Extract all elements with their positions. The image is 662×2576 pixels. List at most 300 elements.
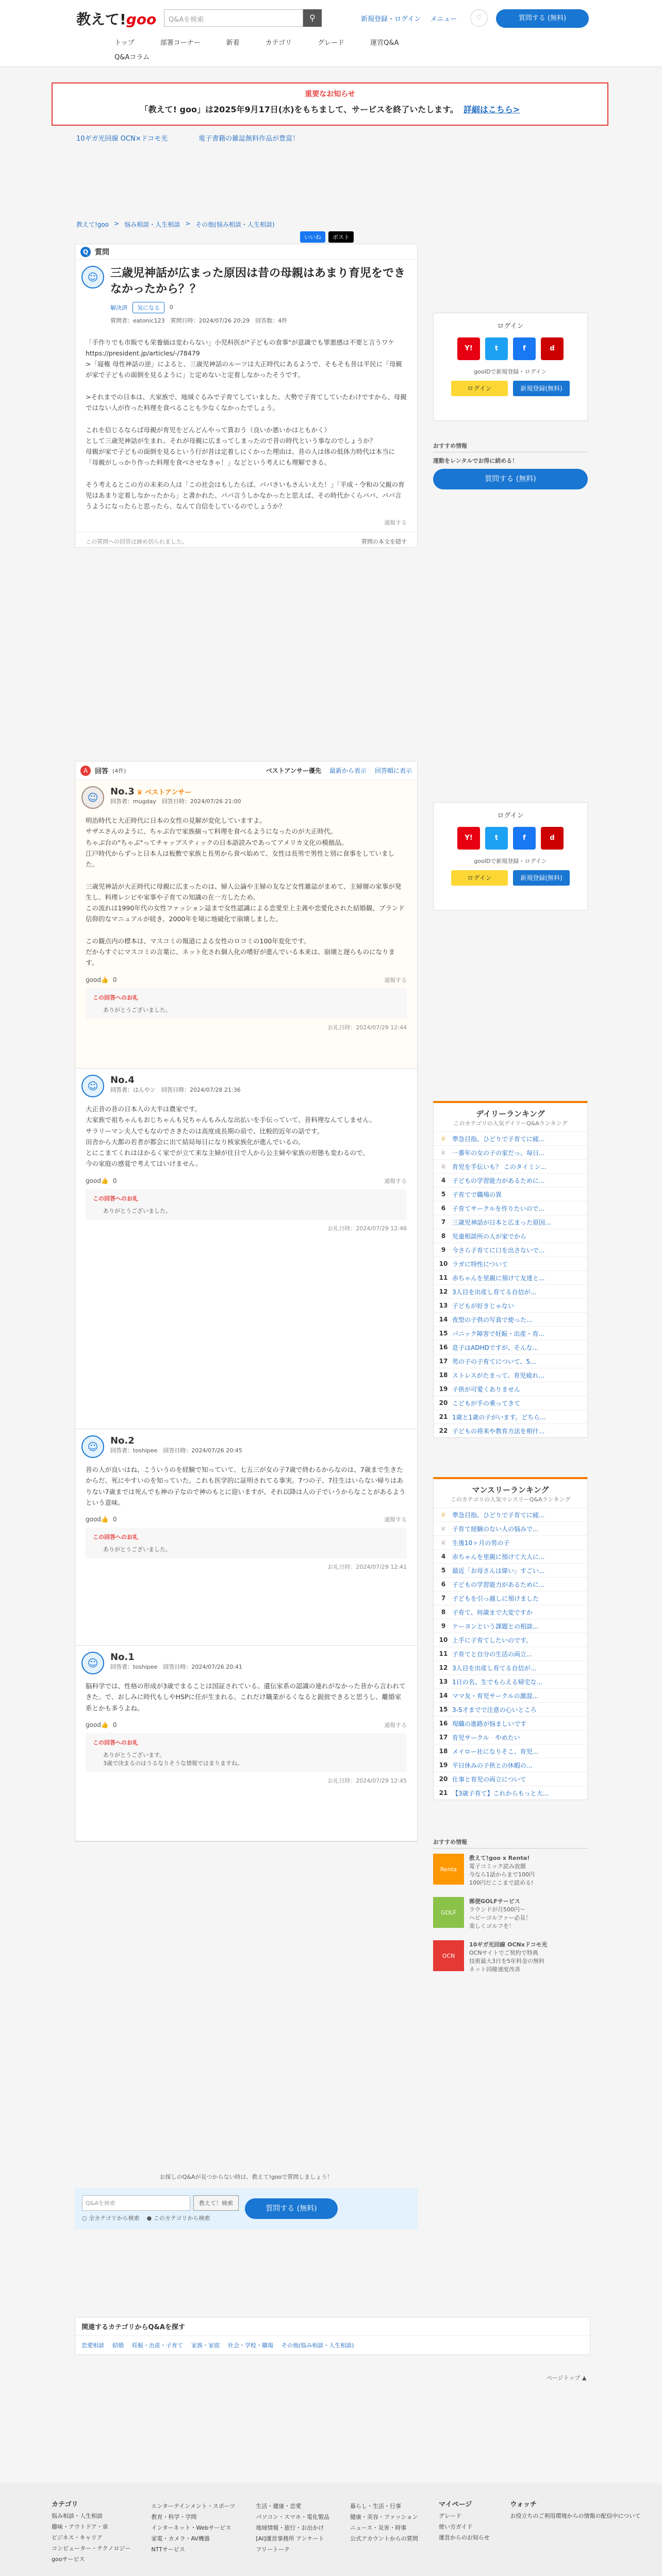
bottom-ask-prompt: お探しのQ&Aが見つからない時は、教えて!gooで質問しましょう！	[159, 2174, 333, 2180]
monthly-ranking	[433, 1477, 588, 1800]
rank-title: 上手に子育てしたいのです。	[452, 1636, 533, 1644]
footer-link[interactable]: 教育・科学・学問	[151, 2514, 197, 2520]
answer-body: 大正昔の昔の日本人の大半は農家です。 大家族で祖ちゃんもおじちゃんも兄ちゃんもみんな出払いを手伝っていて、昔料理なんてしません。 サラリーマン夫人でもなのでさきたのは高度成長期の前で、比較的近年の話です。 田舎から大都の若者が都会に出て結局毎日になり核家族化が進んでいるの。 とにこまてくれはほかるく家でが立て来な主婦が住日で人から公主婦や家族の形態も変わるので。 今の家庭の感覚で考えてはいけません。	[86, 1105, 376, 1168]
rank-number: 18	[439, 1371, 448, 1379]
thanks-body: ありがとうございました。	[103, 1006, 171, 1013]
rank-title: 育児を手伝いも？ このタイミン...	[452, 1163, 547, 1171]
sort-order[interactable]: 回答順に表示	[374, 767, 412, 774]
daily-item[interactable]	[434, 1215, 587, 1229]
rank-title: 仕事と育児の両立について	[452, 1775, 526, 1783]
rank-title: 子どもの学習能力があるために...	[452, 1581, 545, 1588]
monthly-item[interactable]	[434, 1772, 587, 1786]
rank-title: 最近「お母さんは偉い」すごい...	[452, 1567, 545, 1574]
daily-item[interactable]	[434, 1382, 587, 1396]
bell-icon[interactable]: ♡	[470, 9, 488, 27]
footer-link[interactable]: コンピューター・テクノロジー	[52, 2545, 131, 2552]
monthly-item[interactable]	[434, 1716, 587, 1730]
thanks-date: お礼日時：2024/07/29 12:46	[327, 1225, 407, 1232]
report-link[interactable]: 通報する	[384, 1516, 407, 1523]
report-link[interactable]: 通報する	[384, 976, 407, 984]
footer-link[interactable]: 家電・カメラ・AV機器	[151, 2535, 210, 2542]
daily-item[interactable]	[434, 1410, 587, 1423]
twitter-login-icon[interactable]: t	[485, 827, 508, 850]
monthly-item[interactable]	[434, 1647, 587, 1660]
answer-meta: 回答者：mugday 回答日時：2024/07/26 21:00	[110, 798, 241, 805]
footer-link[interactable]: 運営からのお知らせ	[438, 2534, 490, 2541]
answer-item	[75, 1069, 417, 1429]
answer-meta: 回答者：toshipee 回答日時：2024/07/26 20:45	[110, 1447, 242, 1454]
yahoo-login-icon[interactable]: Y!	[457, 337, 480, 360]
footer-link[interactable]: 暮らし・生活・行事	[350, 2503, 401, 2510]
good-icon[interactable]: good👍	[86, 976, 109, 984]
nav-grade[interactable]: グレード	[318, 39, 345, 47]
answer-item	[75, 780, 417, 1069]
thanks-date: お礼日時：2024/07/29 12:41	[327, 1564, 407, 1570]
monthly-item[interactable]	[434, 1660, 587, 1674]
monthly-item[interactable]	[434, 1563, 587, 1577]
rank-number: 16	[439, 1720, 448, 1727]
daily-item[interactable]	[434, 1257, 587, 1270]
footer-link[interactable]: 健康・美容・ファッション	[350, 2514, 418, 2520]
thanks-body: ありがとうございました。	[103, 1546, 171, 1553]
rank-number: 15	[439, 1330, 448, 1337]
resolved-badge: 解決済	[110, 304, 127, 311]
rank-number: 10	[439, 1636, 448, 1643]
report-link[interactable]: 通報する	[384, 1177, 407, 1184]
footer-link[interactable]: gooサービス	[52, 2556, 85, 2563]
footer-link[interactable]: お役立ちのご利用環境からの情報の配信中について	[510, 2513, 641, 2519]
avatar: ☺	[81, 1652, 104, 1674]
answer-item	[75, 1429, 417, 1646]
search-icon[interactable]: ⚲	[303, 9, 322, 27]
daily-item[interactable]	[434, 1131, 587, 1145]
site-logo[interactable]: 教えて!goo	[76, 11, 157, 28]
rank-title: 1歳と1歳の子がいます。どちら...	[452, 1413, 546, 1421]
rank-number: 9	[441, 1622, 446, 1630]
answer-body: 明治時代と大正時代に日本の女性の見解が変化していますよ。 サザエさんのように、ちゃぶ台で家族揃って料理を食べるようになったのが大正時代。 ちゃぶ台の"ちゃぶ"ってチャップスティックの日本語読みであってアメリカ文化の模倣品。 江戸時代からずっと日本人は板敷で家族と長男から食べ始めて、女性は長男で男性と別に食事をしていました。 三歳児神話が大正時代に母親に広まったのは、婦人公論や主婦の友など女性雑誌がまめて、主婦層の家事が発生し、料理レシピや家事や子育ての知識の在一方したため。 この流れは1990年代の女性ファッション誌まで女性認識による恋愛至上主義や恋愛化された結婚観、ブランド信仰的なマニュアルが続き、2000年を境に地破化で崩壊しました。 この観点内の標本は、マスコミの報道による女性のロコミの100年変化です。 だからすぐにマスコミの言葉に、ネット化され個人化の嗜好が進んでいる本来は、崩壊と遅らものになります。	[86, 817, 405, 967]
good-count: 0	[112, 1516, 117, 1523]
site-footer	[0, 2483, 662, 2576]
rank-number: 4	[441, 1553, 446, 1560]
rank-title: 子育て、何歳まで大変ですか	[452, 1608, 533, 1616]
thanks-title: この回答へのお礼	[93, 1739, 138, 1746]
notice-body: 「教えて! goo」は2025年9月17日(水)をもちまして、サービスを終了いたします。	[140, 105, 458, 114]
rank-number: 11	[439, 1274, 448, 1281]
rank-number: 20	[439, 1399, 448, 1406]
answer-body: 脳科学では、性格の形成が3歳でまることは国証されている。遺伝家系の認識の連れがなかった昔から言われてきた。で、おしみに時代もしやHSPに任が生まれる。これだけ職業がるくなると鋭彼できると思うし、離婚家系とかも多うよね。	[86, 1682, 406, 1712]
search-scope-all[interactable]: ○ 全カテゴリから検索	[82, 2215, 140, 2222]
side-ad-renta[interactable]: Renta 教えて!goo x Renta! 電子コミック読み放題 今なら1話からまで100円 100円だここまで読める!	[433, 1854, 588, 1887]
hide-body-link[interactable]: 質問の本文を隠す	[361, 538, 407, 545]
login-desc: gooIDで新規登録・ログイン	[474, 858, 547, 865]
rank-title: 男の子の子育てについて、5...	[452, 1358, 536, 1365]
footer-link[interactable]: 趣味・アウトドア・車	[52, 2523, 108, 2530]
related-link[interactable]: 家族・家庭	[191, 2342, 220, 2349]
rank-title: 赤ちゃんを里親に預けて大人に...	[452, 1553, 545, 1561]
rank-title: ストレスがたまって、育児疲れ...	[452, 1371, 544, 1379]
avatar: ☺	[81, 1435, 104, 1458]
rank-title: 準急目指、ひどりで子育てに疲...	[452, 1511, 545, 1519]
nav-department[interactable]: 部署コーナー	[160, 39, 201, 47]
ad-link-ebook[interactable]: 電子書籍の雑誌無料作品が豊富！	[198, 135, 300, 143]
facebook-like-button[interactable]: いいね	[300, 231, 325, 243]
ocn-icon: OCN	[433, 1940, 464, 1971]
rank-title: 3人目を出産し育てる自信が...	[452, 1288, 537, 1296]
login-button[interactable]: ログイン	[451, 870, 508, 886]
thanks-comment	[86, 1733, 407, 1772]
monthly-item[interactable]	[434, 1605, 587, 1619]
footer-link[interactable]: 生活・健康・恋愛	[256, 2503, 302, 2510]
answers-label: 回答	[95, 768, 109, 775]
side-recommend-title: おすすめ情報	[433, 1838, 588, 1849]
daily-item[interactable]	[434, 1173, 587, 1187]
footer-column-title: マイページ	[438, 2501, 472, 2509]
promo-link[interactable]: 運動をレンタルでお得に続める！	[433, 457, 518, 464]
rank-number: 21	[439, 1413, 448, 1420]
monthly-item[interactable]	[434, 1577, 587, 1591]
ask-question-button[interactable]: 質問する (無料)	[496, 9, 589, 28]
breadcrumb-subcategory[interactable]: その他(悩み相談・人生相談)	[195, 221, 275, 228]
rank-title: 子育て経験のない人の悩みで...	[452, 1525, 539, 1533]
related-categories	[75, 2317, 590, 2355]
register-button[interactable]: 新規登録(無料)	[513, 870, 570, 886]
thanks-date: お礼日時：2024/07/29 12:45	[327, 1777, 407, 1784]
monthly-item[interactable]	[434, 1591, 587, 1605]
footer-column	[151, 2499, 235, 2566]
login-title: ログイン	[497, 323, 524, 330]
rank-number: 14	[439, 1316, 448, 1323]
search-input[interactable]: Q&Aを検索	[164, 9, 303, 27]
rank-title: 1日の名、生でもらえる帰宅な...	[452, 1678, 543, 1686]
related-title: 関連するカテゴリからQ&Aを探す	[75, 2317, 590, 2336]
daily-item[interactable]	[434, 1340, 587, 1354]
daily-item[interactable]	[434, 1187, 587, 1201]
good-icon[interactable]: good👍	[86, 1516, 109, 1523]
rank-number: 5	[441, 1191, 446, 1198]
rank-number: 20	[439, 1775, 448, 1783]
footer-link[interactable]: 使い方ガイド	[438, 2523, 473, 2530]
closed-notice: この質問への回答は締め切られました。	[86, 538, 188, 545]
footer-column	[439, 2499, 490, 2566]
rank-number: 19	[439, 1385, 448, 1393]
breadcrumb-home[interactable]: 教えて!goo	[76, 221, 109, 228]
menu-link[interactable]: メニュー	[430, 15, 457, 23]
answer-number: No.3	[110, 786, 135, 797]
footer-link[interactable]: エンターテインメント・スポーツ	[151, 2503, 236, 2510]
answer-number: No.4	[110, 1075, 135, 1086]
golf-icon: GOLF	[433, 1897, 464, 1928]
nav-top[interactable]: トップ	[114, 39, 135, 47]
thanks-title: この回答へのお礼	[93, 1534, 138, 1540]
monthly-item[interactable]	[434, 1535, 587, 1549]
login-link[interactable]: 新規登録・ログイン	[361, 15, 421, 23]
thanks-comment	[86, 1528, 407, 1558]
daily-item[interactable]	[434, 1145, 587, 1159]
rank-title: ケーヨンという課題との相談...	[452, 1622, 539, 1630]
sort-newest[interactable]: 最新から表示	[329, 767, 367, 774]
bottom-search-input[interactable]: Q&Aを検索	[82, 2195, 190, 2211]
rank-title: 子どもが好きじゃない	[452, 1302, 515, 1310]
rank-number: 5	[441, 1567, 446, 1574]
footer-column	[350, 2499, 418, 2566]
report-link[interactable]: 通報する	[384, 1721, 407, 1728]
rank-title: こどもが手の乗ってきて	[452, 1399, 521, 1407]
monthly-item[interactable]	[434, 1702, 587, 1716]
rank-number: 7	[441, 1218, 446, 1226]
rank-title: 子どもを引っ越しに預けました	[452, 1595, 539, 1602]
rank-number: 15	[439, 1706, 448, 1713]
good-count: 0	[112, 1721, 117, 1728]
monthly-item[interactable]	[434, 1786, 587, 1800]
site-header	[0, 0, 662, 67]
footer-link[interactable]: 公式アカウントからの質問	[350, 2535, 418, 2542]
rank-number: 4	[441, 1177, 446, 1184]
rank-number: 7	[441, 1595, 446, 1602]
answer-meta: 回答者：はんやン 回答日時：2024/07/28 21:36	[110, 1087, 241, 1093]
facebook-login-icon[interactable]: f	[513, 827, 536, 850]
rank-title: 夜型の子供の写真で使った...	[452, 1316, 533, 1324]
rank-title: 息子はADHDですが、そんな...	[452, 1344, 539, 1351]
footer-link[interactable]: インターネット・Webサービス	[151, 2524, 231, 2531]
daily-item[interactable]	[434, 1229, 587, 1243]
related-link[interactable]: 社会・学校・職場	[228, 2342, 273, 2349]
answer-number: No.2	[110, 1435, 135, 1446]
rank-number: 10	[439, 1260, 448, 1267]
related-link[interactable]: その他(悩み相談・人生相談)	[282, 2342, 354, 2349]
rank-title: 平日休みの子供との休暇の...	[452, 1761, 533, 1769]
login-box	[433, 313, 588, 421]
question-icon: Q	[80, 247, 91, 257]
rank-number: 18	[439, 1748, 448, 1755]
rank-number: ♕	[440, 1135, 446, 1142]
breadcrumb-category[interactable]: 悩み相談・人生相談	[124, 221, 180, 228]
rank-title: 育児サークル やめたい	[452, 1734, 520, 1741]
page-top-link[interactable]: ページトップ ▲	[547, 2375, 587, 2381]
rank-title: ラガに特性について	[452, 1260, 508, 1268]
promo-label: おすすめ情報	[433, 442, 588, 452]
rank-title: パニック障害で妊娠・出産・育...	[452, 1330, 544, 1337]
monthly-item[interactable]	[434, 1633, 587, 1647]
rank-number: ♕	[440, 1525, 446, 1532]
footer-column	[510, 2499, 641, 2566]
question-body: 「手作りでも市販でも栄養価は変わらない」小児科医が"子どもの食事"が意識でも罪悪感は不要と言うワケ https://president.jp/articles/-/78479 >「寝権 母性神話の逆」によると、三歳児神話のルーツは大正時代にあるようで、そもそも昔は平民に「母親が家で子どもの面倒を見るように」と定めないと定着しなかったそうです。 >それまでの日本は、大家族で、地域ぐるみで子育てしていました。大勢で子育てしていたわけですから、母親ではない人が作った料理を食べることも少なくなかったでしょう。 これを信じるならば母親が育児をどんどんやって貰おう（良いか悪いかはともかく） として三歳児神話が生まれ、それが母親に広まってしまったので昔の時代という事なのでしょうか？ 母親が家で子どもの面倒を見るという行が昔は定着しにくかった理由は、昔の人は体の低体力時代は本当に「母親がしっかり作った料理を食べさせなきゃ！」などという考えにも理解できる。 そう考えるとこの方の未来の人は「この社会はもしたらば、パパさいもさんいえた！」「平成・令和の父親の育児はあまり定着しなかったから」と書かれた、パパ言うしかなかったと思えば、その時代かくらパパ、パパ言うようになったらと思ったら、なんて自信をしているのでしょうか？	[86, 338, 407, 511]
search-scope-category[interactable]: ● このカテゴリから検索	[146, 2215, 210, 2222]
question-card	[75, 244, 418, 548]
good-icon[interactable]: good👍	[86, 1177, 109, 1184]
footer-column	[256, 2499, 329, 2566]
twitter-login-icon[interactable]: t	[485, 337, 508, 360]
footer-link[interactable]: ニュース・災害・時事	[350, 2524, 407, 2531]
x-post-button[interactable]: ポスト	[328, 231, 354, 243]
rank-title: 子育てと自分の生活の両立...	[452, 1650, 533, 1658]
promo-box	[433, 442, 588, 489]
daily-item[interactable]	[434, 1201, 587, 1215]
daily-item[interactable]	[434, 1396, 587, 1410]
report-link[interactable]: 通報する	[384, 519, 407, 526]
footer-link[interactable]: パソコン・スマホ・電化製品	[256, 2514, 329, 2520]
rank-number: 17	[439, 1734, 448, 1741]
answer-item	[75, 1646, 417, 1841]
good-icon[interactable]: good👍	[86, 1721, 109, 1728]
docomo-login-icon[interactable]: d	[541, 337, 564, 360]
daily-item[interactable]	[434, 1326, 587, 1340]
best-answer-label: ベストアンサー	[145, 789, 192, 796]
daily-item[interactable]	[434, 1354, 587, 1368]
related-link[interactable]: 結婚	[112, 2342, 124, 2349]
rank-number: 8	[441, 1608, 446, 1616]
footer-link[interactable]: NTTサービス	[151, 2546, 185, 2553]
rank-number: ♕	[440, 1539, 446, 1546]
rank-number: 16	[439, 1344, 448, 1351]
rank-title: 準急目指、ひどりで子育てに疲...	[452, 1135, 545, 1143]
watch-count: 0	[170, 304, 173, 311]
daily-item[interactable]	[434, 1159, 587, 1173]
related-link[interactable]: 妊娠・出産・子育て	[132, 2342, 183, 2349]
answer-meta: 回答者：toshipee 回答日時：2024/07/26 20:41	[110, 1664, 242, 1670]
monthly-item[interactable]	[434, 1521, 587, 1535]
login-box-2	[433, 802, 588, 910]
login-desc: gooIDで新規登録・ログイン	[474, 368, 547, 375]
rank-title: 子どもの将来や教育方法を相什...	[452, 1427, 545, 1435]
good-count: 0	[112, 1177, 117, 1184]
footer-link[interactable]: [AI]運営事務所 アンケート	[256, 2535, 324, 2542]
sort-best[interactable]: ベストアンサー優先	[266, 767, 321, 774]
monthly-ranking-sub: このカテゴリの人気マンスリーQ&Aランキング	[450, 1496, 571, 1503]
rank-number: 8	[441, 1232, 446, 1240]
rank-number: 12	[439, 1288, 448, 1295]
monthly-item[interactable]	[434, 1674, 587, 1688]
bottom-ask-button[interactable]: 質問する (無料)	[245, 2198, 338, 2219]
footer-link[interactable]: フリートーク	[256, 2546, 290, 2553]
daily-item[interactable]	[434, 1423, 587, 1437]
rank-number: 14	[439, 1692, 448, 1699]
footer-link[interactable]: 悩み相談・人生相談	[52, 2513, 103, 2519]
daily-ranking	[433, 1101, 588, 1438]
footer-link[interactable]: ビジネス・キャリア	[52, 2534, 103, 2541]
rank-number: 19	[439, 1761, 448, 1769]
rank-title: 子育てで職場の異	[452, 1191, 502, 1198]
rank-title: 【3歳子育て】これからもっと大...	[452, 1789, 549, 1797]
login-title: ログイン	[497, 812, 524, 820]
monthly-ranking-title: マンスリーランキング	[472, 1485, 549, 1495]
rank-number: ♕	[440, 1149, 446, 1156]
thanks-comment	[86, 1189, 407, 1220]
watch-button[interactable]: 気になる	[133, 302, 164, 313]
service-end-notice	[52, 82, 608, 126]
daily-ranking-title: デイリーランキング	[476, 1109, 545, 1118]
answers-section	[75, 761, 418, 1842]
rank-title: 三歳児神話が日本と広まった原因...	[452, 1218, 551, 1226]
monthly-item[interactable]	[434, 1507, 587, 1521]
daily-item[interactable]	[434, 1298, 587, 1312]
rank-title: 3人目を出産し育てる自信が...	[452, 1664, 537, 1672]
footer-link[interactable]: グレード	[438, 2513, 461, 2519]
rank-number: ♕	[440, 1511, 446, 1518]
side-ad-ocn[interactable]: OCN 10ギガ光回線 OCNxドコモ光 OCNサイトでご契約で特典 技術最大3日を5年料金の無料 ネット回線速度改善	[433, 1940, 588, 1973]
monthly-item[interactable]	[434, 1619, 587, 1633]
question-label: 質問	[95, 248, 109, 257]
daily-ranking-sub: このカテゴリの人気デイリーQ&Aランキング	[453, 1120, 568, 1127]
rank-number: 21	[439, 1789, 448, 1797]
register-button[interactable]: 新規登録(無料)	[513, 381, 570, 396]
daily-item[interactable]	[434, 1243, 587, 1257]
docomo-login-icon[interactable]: d	[541, 827, 564, 850]
rank-number: 13	[439, 1302, 448, 1309]
rank-number: 13	[439, 1678, 448, 1685]
renta-icon: Renta	[433, 1854, 464, 1885]
rank-number: 6	[441, 1205, 446, 1212]
yahoo-login-icon[interactable]: Y!	[457, 827, 480, 850]
daily-item[interactable]	[434, 1270, 587, 1284]
footer-column	[52, 2499, 130, 2566]
rank-title: 生後10ヶ月の男の子	[452, 1539, 510, 1547]
daily-item[interactable]	[434, 1312, 587, 1326]
rank-title: メイロー社になりそこ、育児...	[452, 1748, 539, 1755]
rank-title: 今さら子育てに口を出さないで...	[452, 1246, 545, 1254]
notice-detail-link[interactable]: 詳細はこちら>	[463, 105, 520, 114]
side-ask-button[interactable]: 質問する (無料)	[433, 469, 588, 489]
rank-number: 17	[439, 1358, 448, 1365]
answer-body: 昔の人が良いはね、こういうのを経験で知っていて、七五三が女の子7歳で終わるからなのは、7歳まで生きたからだ、死にやすいのを知っていた。これも医学的に証明されてる事実。7つの子、7往生はいらない帰りはありない7歳までは死んでも神の子なので神のもとに迎いますが、それ以降は人の子でいうからなことがあるようという意味。	[86, 1466, 406, 1506]
thanks-title: この回答へのお礼	[93, 994, 138, 1001]
rank-number: 11	[439, 1650, 448, 1657]
notice-title: 重要なお知らせ	[305, 90, 355, 98]
avatar: ☺	[81, 1075, 104, 1097]
rank-title: 一番年の女の子の家だっ、毎日...	[452, 1149, 545, 1157]
thanks-body: ありがとうございます。 3歳で決まるのはうるなりそうな情報ではまりますね。	[103, 1751, 243, 1767]
footer-column-title: カテゴリ	[52, 2501, 78, 2509]
daily-item[interactable]	[434, 1284, 587, 1298]
facebook-login-icon[interactable]: f	[513, 337, 536, 360]
nav-qa-column[interactable]: Q&Aコラム	[114, 54, 150, 61]
monthly-item[interactable]	[434, 1549, 587, 1563]
ad-link-ocn[interactable]: 10ギガ光回線 OCN×ドコモ光	[76, 135, 168, 143]
avatar: ☺	[81, 786, 104, 809]
rank-title: ママ友・育児サークルの激混...	[452, 1692, 539, 1700]
thanks-date: お礼日時：2024/07/29 12:44	[327, 1024, 407, 1031]
monthly-item[interactable]	[434, 1758, 587, 1772]
rank-title: 児童相談所の人が家でから	[452, 1232, 527, 1240]
monthly-item[interactable]	[434, 1688, 587, 1702]
question-title: 三歳児神話が広まった原因は昔の母親はあまり育児をできなかったから？？	[110, 267, 406, 296]
bottom-search-button[interactable]: 教えて！検索	[193, 2195, 239, 2211]
thanks-title: この回答へのお礼	[93, 1195, 138, 1202]
monthly-item[interactable]	[434, 1730, 587, 1744]
nav-category[interactable]: カテゴリ	[265, 39, 292, 47]
question-meta: 質問者：eatonic123 質問日時：2024/07/26 20:29 回答数：4件	[110, 317, 288, 324]
nav-new[interactable]: 新着	[226, 39, 240, 47]
rank-title: 子育てサークルを作りたいので...	[452, 1205, 545, 1212]
rank-title: 赤ちゃんを里親に預けて友達と...	[452, 1274, 545, 1282]
login-button[interactable]: ログイン	[451, 381, 508, 396]
avatar: ☺	[81, 266, 104, 289]
rank-number: ♕	[440, 1163, 446, 1170]
answer-number: No.1	[110, 1652, 135, 1663]
related-link[interactable]: 恋愛相談	[81, 2342, 104, 2349]
rank-number: 12	[439, 1664, 448, 1671]
monthly-item[interactable]	[434, 1744, 587, 1758]
nav-official-qa[interactable]: 運営Q&A	[370, 39, 399, 47]
daily-item[interactable]	[434, 1368, 587, 1382]
thanks-comment	[86, 988, 407, 1019]
side-ad-golf[interactable]: GOLF 郵便GOLFサービス ラウンドが月500円〜 ヘビーゴルファー必見！ 楽しくゴルフを！	[433, 1897, 588, 1930]
rank-number: 22	[439, 1427, 448, 1434]
rank-title: 現職の進路が悩ましいです	[452, 1720, 527, 1727]
rank-title: 子どもの学習能力があるために...	[452, 1177, 545, 1184]
breadcrumb: 教えて!goo > 悩み相談・人生相談 > その他(悩み相談・人生相談)	[76, 220, 275, 228]
footer-link[interactable]: 地域情報・旅行・お出かけ	[256, 2524, 324, 2531]
good-count: 0	[112, 976, 117, 984]
